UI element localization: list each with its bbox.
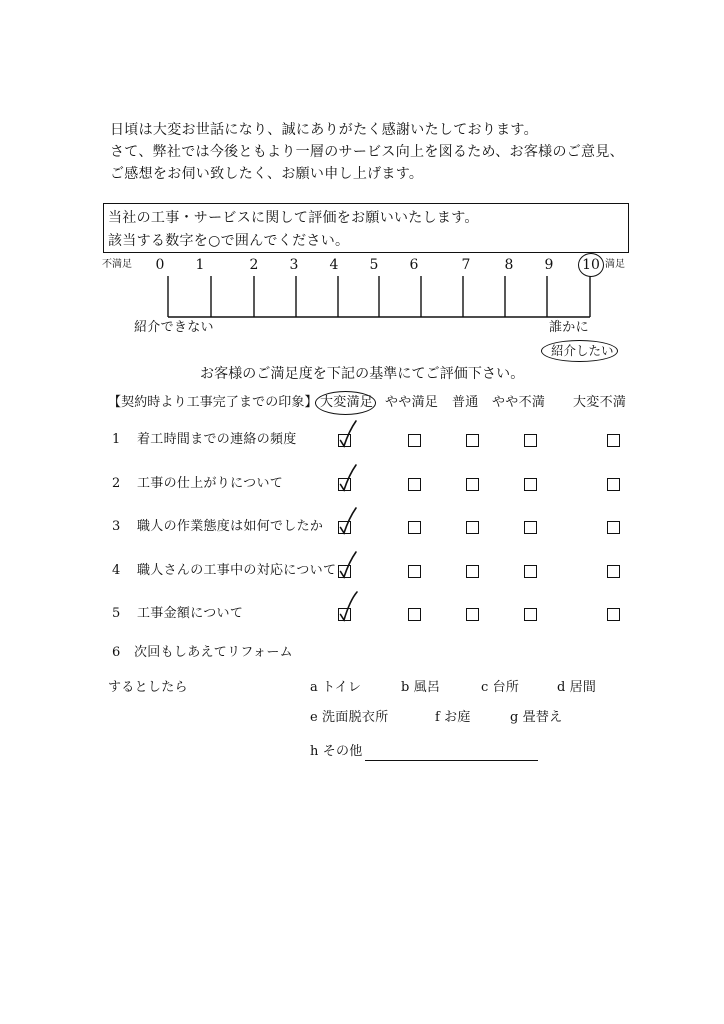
scale-number-6[interactable]: 6	[409, 257, 419, 273]
option-label: トイレ	[322, 680, 362, 695]
option-label: 居間	[569, 680, 597, 695]
checkbox-item3-somewhat-dissatisfied[interactable]	[524, 521, 537, 534]
option-key: e	[310, 710, 318, 725]
question6-line-1: 次回もしあえてリフォーム	[134, 645, 293, 660]
checkbox-item2-very-dissatisfied[interactable]	[607, 478, 620, 491]
checkbox-item5-somewhat-satisfied[interactable]	[408, 608, 421, 621]
option-key: d	[557, 680, 566, 695]
option-label: 台所	[492, 680, 520, 695]
checkbox-item5-somewhat-dissatisfied[interactable]	[524, 608, 537, 621]
checkbox-item3-neutral[interactable]	[466, 521, 479, 534]
question6-line-2: するとしたら	[108, 680, 188, 695]
scale-number-4[interactable]: 4	[329, 257, 339, 273]
checkbox-item5-neutral[interactable]	[466, 608, 479, 621]
checkbox-item1-very-dissatisfied[interactable]	[607, 434, 620, 447]
item-label: 着工時間までの連絡の頻度	[137, 432, 297, 447]
scale-number-2[interactable]: 2	[249, 257, 259, 273]
checkbox-item1-very-satisfied[interactable]	[338, 434, 351, 447]
checkbox-item4-very-dissatisfied[interactable]	[607, 565, 620, 578]
reform-option-other[interactable]	[310, 743, 363, 761]
checkmark-icon	[339, 421, 359, 447]
satisfaction-heading: お客様のご満足度を下記の基準にてご評価下さい。	[200, 366, 525, 382]
scale-number-3[interactable]: 3	[289, 257, 299, 273]
item-number: 4	[112, 563, 121, 578]
scale-bar	[166, 274, 594, 320]
checkbox-item3-very-satisfied[interactable]	[338, 521, 351, 534]
scale-number-10[interactable]: 10	[579, 256, 603, 274]
column-somewhat-satisfied: やや満足	[385, 395, 439, 410]
checkbox-item3-very-dissatisfied[interactable]	[607, 521, 620, 534]
other-input-line[interactable]	[365, 760, 538, 761]
option-label: 畳替え	[522, 710, 563, 725]
item-label: 工事の仕上がりについて	[137, 476, 284, 491]
scale-number-7[interactable]: 7	[461, 257, 471, 273]
intro-line-2: さて、弊社では今後ともより一層のサービス向上を図るため、お客様のご意見、	[110, 144, 624, 160]
checkbox-item4-somewhat-dissatisfied[interactable]	[524, 565, 537, 578]
scale-number-9[interactable]: 9	[544, 257, 554, 273]
column-very-dissatisfied: 大変不満	[573, 395, 627, 410]
option-key: a	[310, 680, 319, 695]
checkbox-item1-somewhat-dissatisfied[interactable]	[524, 434, 537, 447]
column-very-satisfied: 大変満足	[320, 395, 374, 410]
question6-number: 6	[112, 645, 121, 660]
option-key: g	[510, 710, 519, 725]
scale-number-1[interactable]: 1	[195, 257, 205, 273]
reform-option-washroom[interactable]	[310, 709, 389, 727]
reform-option-living-room[interactable]	[557, 679, 596, 697]
scale-high-label: 満足	[605, 259, 625, 270]
checkbox-item2-very-satisfied[interactable]	[338, 478, 351, 491]
instruction-line-2: 該当する数字を○で囲んでください。	[108, 233, 350, 249]
reform-option-tatami[interactable]	[510, 709, 563, 727]
checkbox-item1-neutral[interactable]	[466, 434, 479, 447]
checkmark-icon	[339, 465, 359, 491]
checkbox-item3-somewhat-satisfied[interactable]	[408, 521, 421, 534]
checkmark-icon	[339, 508, 359, 534]
item-number: 3	[112, 519, 121, 534]
checkbox-item2-somewhat-satisfied[interactable]	[408, 478, 421, 491]
item-number: 1	[112, 432, 121, 447]
scale-number-8[interactable]: 8	[504, 257, 514, 273]
option-label: 風呂	[413, 680, 441, 695]
scale-number-5[interactable]: 5	[369, 257, 379, 273]
intro-line-3: ご感想をお伺い致したく、お願い申し上げます。	[110, 166, 424, 182]
option-key: h	[310, 744, 319, 759]
checkmark-icon	[339, 552, 359, 578]
item-label: 工事金額について	[137, 606, 244, 621]
item-label: 職人の作業態度は如何でしたか	[137, 519, 324, 534]
caption-recommend: 紹介したい	[551, 343, 614, 358]
checkbox-item4-very-satisfied[interactable]	[338, 565, 351, 578]
scale-low-label: 不満足	[102, 259, 132, 270]
option-key: c	[481, 680, 489, 695]
checkbox-item2-somewhat-dissatisfied[interactable]	[524, 478, 537, 491]
option-label: お庭	[444, 710, 471, 725]
checkbox-item4-somewhat-satisfied[interactable]	[408, 565, 421, 578]
option-key: b	[401, 680, 410, 695]
checkbox-item2-neutral[interactable]	[466, 478, 479, 491]
section-label: 【契約時より工事完了までの印象】	[108, 395, 318, 410]
caption-recommend-top: 誰かに	[549, 320, 589, 335]
caption-not-recommend: 紹介できない	[134, 320, 214, 335]
instruction-line-1: 当社の工事・サービスに関して評価をお願いいたします。	[108, 210, 479, 226]
scale-number-0[interactable]: 0	[155, 257, 165, 273]
item-label: 職人さんの工事中の対応について	[137, 563, 337, 578]
column-neutral: 普通	[452, 395, 479, 410]
column-somewhat-dissatisfied: やや不満	[492, 395, 546, 410]
checkbox-item5-very-dissatisfied[interactable]	[607, 608, 620, 621]
checkbox-item5-very-satisfied[interactable]	[338, 608, 351, 621]
option-key: f	[435, 710, 441, 725]
checkbox-item1-somewhat-satisfied[interactable]	[408, 434, 421, 447]
item-number: 2	[112, 476, 121, 491]
intro-line-1: 日頃は大変お世話になり、誠にありがたく感謝いたしております。	[110, 122, 538, 138]
option-label: その他	[322, 744, 363, 759]
option-label: 洗面脱衣所	[322, 710, 389, 725]
reform-option-kitchen[interactable]	[481, 679, 519, 697]
item-number: 5	[112, 606, 121, 621]
reform-option-bath[interactable]	[401, 679, 440, 697]
reform-option-toilet[interactable]	[310, 679, 361, 697]
reform-option-garden[interactable]	[435, 709, 471, 727]
checkmark-icon	[339, 595, 359, 621]
checkbox-item4-neutral[interactable]	[466, 565, 479, 578]
